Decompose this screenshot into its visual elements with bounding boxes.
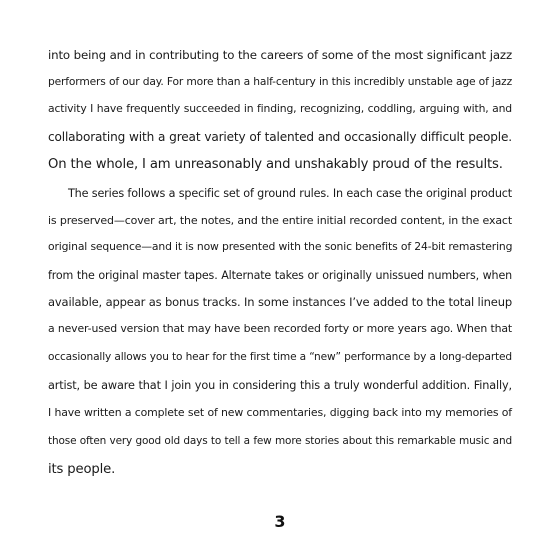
text-line: collaborating with a great variety of talented and occasionally difficult people. <box>48 130 512 144</box>
text-line: On the whole, I am unreasonably and unshakably proud of the results. <box>48 157 503 172</box>
text-line: activity I have frequently succeeded in finding, recognizing, coddling, arguing with, and <box>48 102 512 115</box>
text-line: occasionally allows you to hear for the first time a “new” performance by a long-departed <box>48 351 512 363</box>
text-line: The series follows a specific set of ground rules. In each case the original product <box>68 187 512 200</box>
text-line: original sequence—and it is now presented with the sonic benefits of 24-bit remastering <box>48 240 513 253</box>
text-line: from the original master tapes. Alternate takes or originally unissued numbers, when <box>48 269 512 282</box>
document-page <box>48 0 512 560</box>
text-line: a never-used version that may have been recorded forty or more years ago. When that <box>48 322 512 335</box>
text-line: its people. <box>48 462 116 477</box>
text-line: those often very good old days to tell a few more stories about this remarkable music and <box>48 435 512 447</box>
page-number: 3 <box>274 512 286 531</box>
text-line: available, appear as bonus tracks. In some instances I’ve added to the total lineup <box>48 295 512 309</box>
text-line: into being and in contributing to the careers of some of the most significant jazz <box>48 48 512 62</box>
text-line: I have written a complete set of new commentaries, digging back into my memories of <box>48 406 512 419</box>
text-line: performers of our day. For more than a half-century in this incredibly unstable age of jazz <box>48 75 513 88</box>
text-line: is preserved—cover art, the notes, and the entire initial recorded content, in the exact <box>48 214 512 227</box>
text-line: artist, be aware that I join you in considering this a truly wonderful addition. Finally, <box>48 379 512 392</box>
